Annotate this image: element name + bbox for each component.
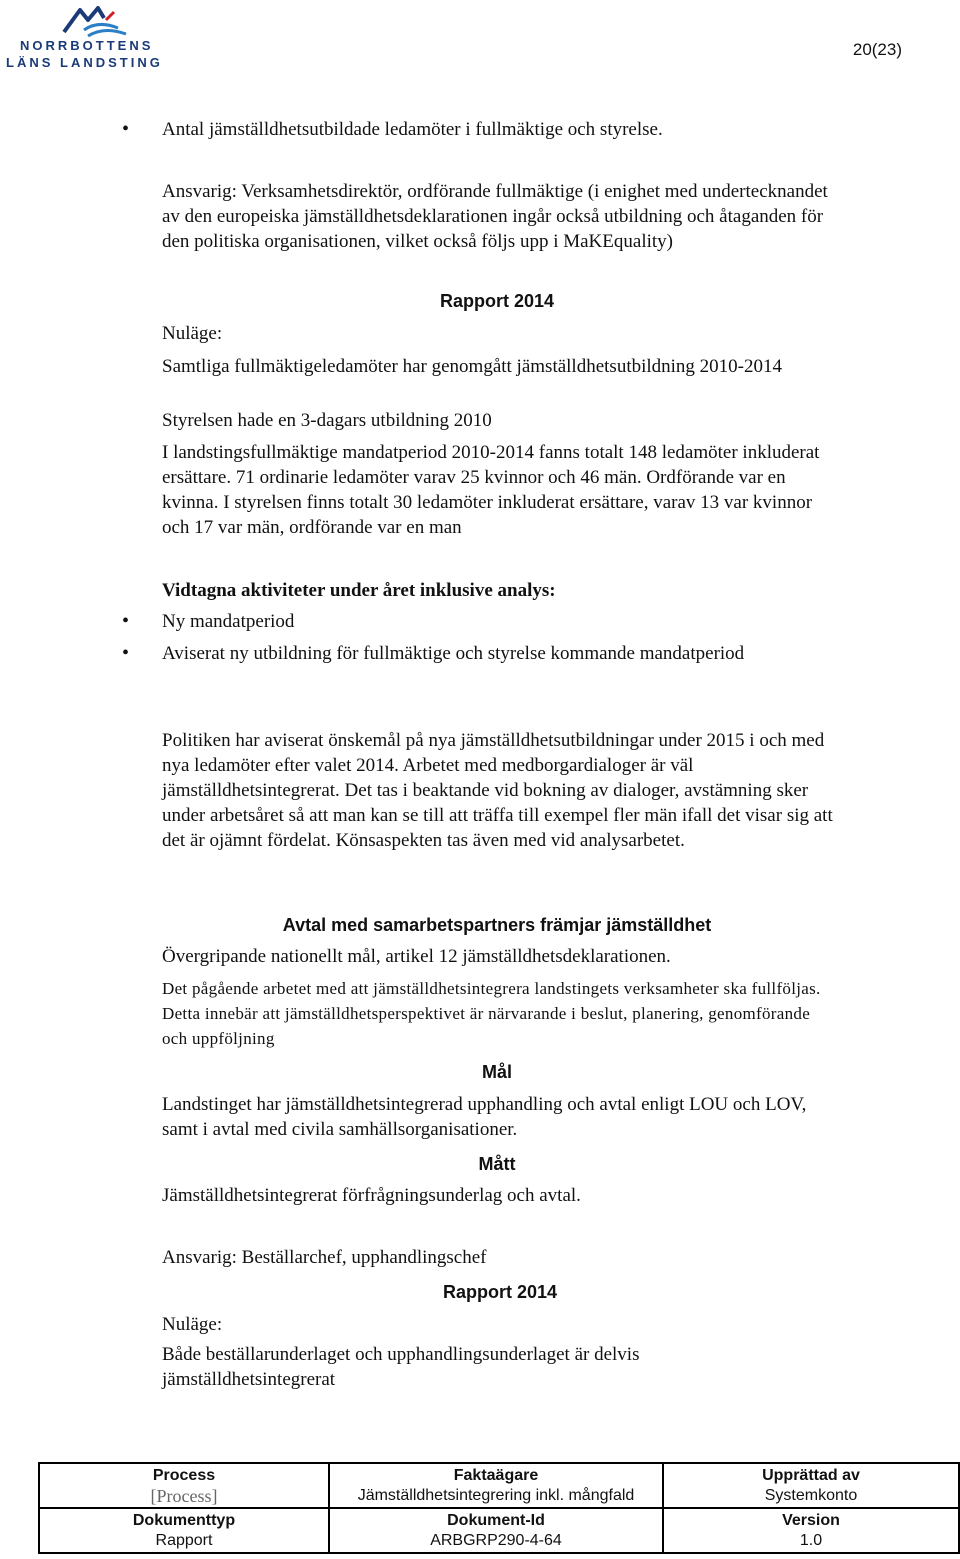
logo-wave-icon	[6, 6, 176, 40]
report-heading: Rapport 2014	[442, 1282, 558, 1302]
goal-text: Landstinget har jämställdhetsintegrerad upphandling och avtal enligt LOU och LOV, samt i avtal med civila samhällsorganisationer.	[162, 1094, 807, 1140]
docid-cell	[329, 1508, 663, 1553]
report-heading: Rapport 2014	[439, 291, 555, 311]
docid-value: ARBGRP290-4-64	[430, 1531, 562, 1549]
version-cell	[663, 1508, 959, 1553]
indicator-list	[90, 117, 850, 142]
docid-label: Dokument-Id	[447, 1511, 545, 1529]
status-paragraph: I landstingsfullmäktige mandatperiod 2010-2014 fanns totalt 148 ledamöter inkluderat ersättare. 71 ordinarie ledamöter varav 25 kvinnor och 46 män. Ordförande var en kvinna. I styrelsen finns totalt 30 ledamöter inkluderat ersättare, varav 13 var kvinnor och 17 var män, ordförande var en man	[162, 442, 820, 538]
status-label: Nuläge:	[162, 323, 223, 344]
section-heading: Avtal med samarbetspartners främjar jämställdhet	[282, 915, 712, 935]
organization-logo	[6, 6, 176, 68]
page-number: 20(23)	[852, 40, 902, 59]
list-item: • Ny mandatperiod	[90, 609, 810, 634]
owner-value: Jämställdhetsintegrering inkl. mångfald	[357, 1486, 635, 1504]
logo-text-line2: LÄNS LANDSTING	[6, 55, 163, 70]
author-cell	[663, 1463, 959, 1508]
measure-heading: Mått	[478, 1154, 516, 1174]
process-label: Process	[152, 1466, 216, 1484]
owner-cell	[329, 1463, 663, 1508]
status-label: Nuläge:	[162, 1314, 223, 1335]
goal-heading: Mål	[481, 1062, 512, 1082]
owner-label: Faktaägare	[453, 1466, 539, 1484]
version-value: 1.0	[799, 1531, 823, 1549]
activities-list	[90, 609, 810, 666]
doctype-label: Dokumenttyp	[132, 1511, 236, 1529]
author-label: Upprättad av	[762, 1466, 860, 1484]
responsible-text: Ansvarig: Beställarchef, upphandlingschef	[162, 1247, 487, 1268]
goal-line: Övergripande nationellt mål, artikel 12 jämställdhetsdeklarationen.	[162, 946, 671, 967]
author-value: Systemkonto	[764, 1486, 858, 1504]
status-paragraph: Både beställarunderlaget och upphandlingsunderlaget är delvis jämställdhetsintegrerat	[162, 1344, 640, 1390]
doctype-cell	[39, 1508, 329, 1553]
process-value: [Process]	[150, 1485, 218, 1506]
doctype-value: Rapport	[155, 1531, 213, 1549]
version-label: Version	[782, 1511, 840, 1529]
analysis-paragraph: Politiken har aviserat önskemål på nya jämställdhetsutbildningar under 2015 i och med nya ledamöter efter valet 2014. Arbetet med medborgardialoger är väl jämställdhetsintegrerat. Det tas i beaktande vid bokning av dialoger, avstämning sker under arbetsåret så att man kan se till att träffa till exempel fler män ifall det visar sig att det är ojämnt fördelat. Könsaspekten tas även med vid analysarbetet.	[162, 730, 833, 851]
logo-text-line1: NORRBOTTENS	[20, 38, 154, 53]
list-item: • Aviserat ny utbildning för fullmäktige och styrelse kommande mandatperiod	[90, 641, 810, 666]
status-paragraph: Styrelsen hade en 3-dagars utbildning 2010	[162, 410, 492, 431]
responsible-text: Ansvarig: Verksamhetsdirektör, ordförande fullmäktige (i enighet med undertecknandet av den europeiska jämställdhetsdeklarationen ingår också utbildning och åtaganden för den politiska organisationen, vilket också följs upp i MaKEquality)	[162, 181, 828, 252]
document-metadata-table	[38, 1462, 960, 1554]
list-item: • Antal jämställdhetsutbildade ledamöter i fullmäktige och styrelse.	[90, 117, 850, 142]
status-paragraph: Samtliga fullmäktigeledamöter har genomgått jämställdhetsutbildning 2010-2014	[162, 356, 783, 377]
process-cell	[39, 1463, 329, 1508]
intro-paragraph: Det pågående arbetet med att jämställdhetsintegrera landstingets verksamheter ska fullföljas. Detta innebär att jämställdhetsperspektivet är närvarande i beslut, planering, genomförande och uppföljning	[162, 979, 821, 1048]
measure-text: Jämställdhetsintegrerat förfrågningsunderlag och avtal.	[162, 1185, 581, 1206]
activities-heading: Vidtagna aktiviteter under året inklusive analys:	[162, 580, 556, 601]
